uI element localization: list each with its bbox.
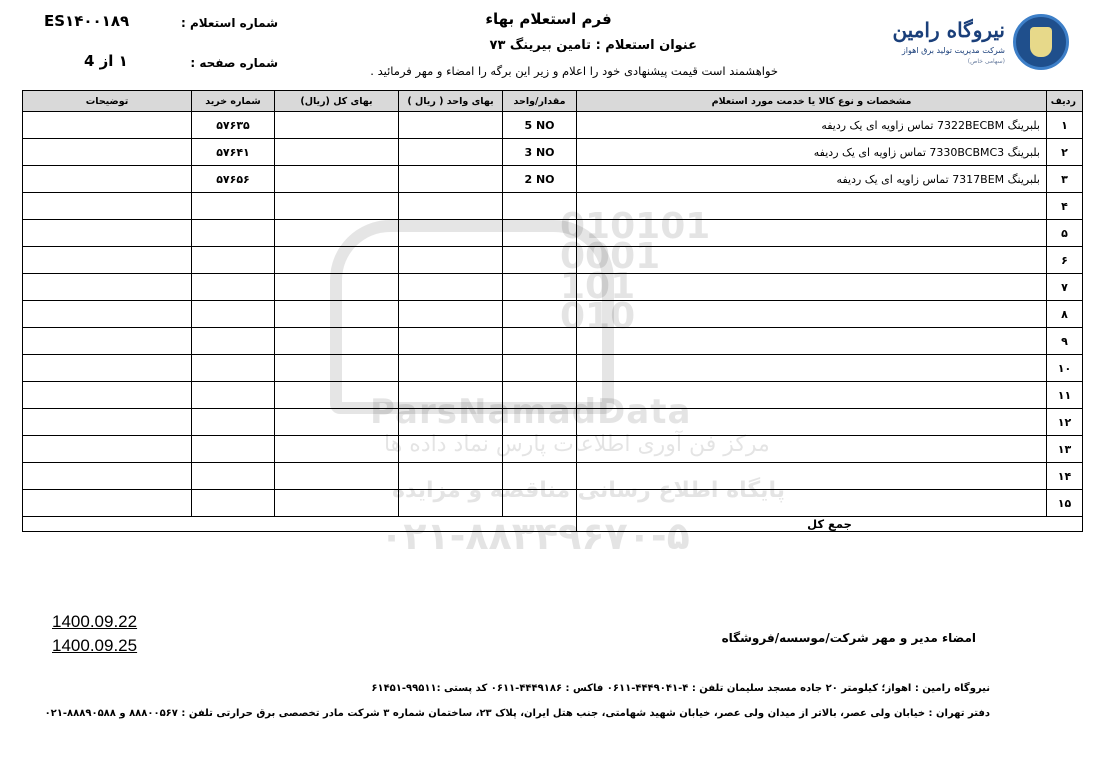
spec-cell [577,193,1047,220]
table-row [23,382,1083,409]
date-2: 1400.09.25 [52,636,138,655]
qty-cell [503,436,577,463]
row-number-cell: ۱۴ [1047,463,1083,490]
spec-cell [577,382,1047,409]
col-header-row: ردیف [1047,91,1083,112]
qty-cell [503,220,577,247]
qty-cell [503,463,577,490]
logo-subtitle-2: (سهامی خاص) [967,58,1005,65]
total-price-cell [275,220,399,247]
logo-subtitle: شرکت مدیریت تولید برق اهواز [901,46,1005,55]
col-header-po-number: شماره خرید [192,91,275,112]
total-price-cell [275,355,399,382]
date-1: 1400.09.22 [52,612,138,631]
notes-cell [23,247,192,274]
notes-cell [23,436,192,463]
notes-cell [23,409,192,436]
spec-cell [577,328,1047,355]
po-number-cell [192,328,275,355]
unit-price-cell [399,301,503,328]
po-number-cell [192,409,275,436]
total-price-cell [275,112,399,139]
watermark-digit-line: 010101 [560,206,711,247]
qty-cell [503,193,577,220]
notes-cell [23,220,192,247]
watermark-digit-line: 0001 [560,236,661,277]
row-number-cell: ۷ [1047,274,1083,301]
table-row [23,301,1083,328]
signature-label: امضاء مدیر و مهر شرکت/موسسه/فروشگاه [721,631,976,645]
footer-address-tehran: دفتر تهران : خیابان ولی عصر، بالاتر از میدان ولی عصر، خیابان شهید شهامتی، جنب هتل ایران، پلاک ۲۳، ساختمان شماره ۳ شرکت مادر تخصصی برق حرارتی تلفن : ۸۸۸۰۰۵۶۷ و ۸۸۸۹۰۵۸۸-۰۲۱ [44,708,990,719]
notes-cell [23,274,192,301]
table-row [23,193,1083,220]
spec-cell [577,436,1047,463]
qty-cell [503,355,577,382]
row-number-cell: ۴ [1047,193,1083,220]
total-price-cell [275,409,399,436]
total-price-cell [275,274,399,301]
request-text: خواهشمند است قیمت پیشنهادی خود را اعلام و زیر این برگه را امضاء و مهر فرمائید . [370,64,778,78]
logo-name: نیروگاه رامین [892,18,1005,42]
row-number-cell: ۱۱ [1047,382,1083,409]
total-price-cell [275,490,399,517]
form-title: فرم استعلام بهاء [485,10,612,28]
unit-price-cell [399,166,503,193]
unit-price-cell [399,409,503,436]
total-price-cell [275,463,399,490]
row-number-cell: ۳ [1047,166,1083,193]
row-number-cell: ۲ [1047,139,1083,166]
total-price-cell [275,328,399,355]
notes-cell [23,301,192,328]
row-number-cell: ۵ [1047,220,1083,247]
unit-price-cell [399,112,503,139]
table-row [23,220,1083,247]
watermark-brand: ParsNamadData [370,392,692,432]
row-number-cell: ۱۳ [1047,436,1083,463]
unit-price-cell [399,490,503,517]
spec-cell [577,490,1047,517]
unit-price-cell [399,139,503,166]
row-number-cell: ۱۲ [1047,409,1083,436]
watermark-digit-line: 101 [560,266,636,307]
table-row [23,355,1083,382]
inquiry-subject: عنوان استعلام : تامین بیرینگ ۷۳ [489,38,697,53]
table-row [23,436,1083,463]
spec-cell [577,463,1047,490]
total-price-cell [275,301,399,328]
po-number-cell [192,463,275,490]
unit-price-cell [399,220,503,247]
row-number-cell: ۸ [1047,301,1083,328]
page-number-label: شماره صفحه : [190,56,278,70]
unit-price-cell [399,355,503,382]
po-number-cell: ۵۷۶۳۵ [192,112,275,139]
unit-price-cell [399,274,503,301]
notes-cell [23,328,192,355]
qty-cell [503,328,577,355]
col-header-total-price: بهای کل (ریال) [275,91,399,112]
po-number-cell [192,247,275,274]
unit-price-cell [399,193,503,220]
total-value-cell [23,517,577,532]
watermark-digit-line: 010 [560,296,636,337]
po-number-cell [192,355,275,382]
row-number-cell: ۱۰ [1047,355,1083,382]
po-number-cell: ۵۷۶۴۱ [192,139,275,166]
spec-cell: بلبرینگ 7317BEM تماس زاویه ای یک ردیفه [577,166,1047,193]
notes-cell [23,490,192,517]
total-label: جمع کل [577,517,1083,532]
unit-price-cell [399,436,503,463]
spec-cell: بلبرینگ 7322BECBM تماس زاویه ای یک ردیفه [577,112,1047,139]
po-number-cell [192,436,275,463]
table-header-row [23,91,1083,112]
unit-price-cell [399,247,503,274]
qty-cell [503,274,577,301]
table-row [23,112,1083,139]
po-number-cell [192,301,275,328]
spec-cell [577,274,1047,301]
col-header-unit-price: بهای واحد ( ریال ) [399,91,503,112]
po-number-cell [192,274,275,301]
table-row [23,166,1083,193]
qty-cell [503,301,577,328]
notes-cell [23,193,192,220]
po-number-cell [192,382,275,409]
total-price-cell [275,139,399,166]
table-row [23,274,1083,301]
col-header-notes: توضیحات [23,91,192,112]
po-number-cell [192,220,275,247]
qty-cell [503,247,577,274]
spec-cell [577,220,1047,247]
qty-cell [503,490,577,517]
col-header-qty: مقدار/واحد [503,91,577,112]
total-price-cell [275,193,399,220]
watermark-line1: مرکز فن آوری اطلاعات پارس نماد داده ها [384,432,770,457]
watermark-line2: پایگاه اطلاع رسانی مناقصه و مزایده [392,478,785,503]
spec-cell [577,409,1047,436]
total-price-cell [275,382,399,409]
table-row [23,409,1083,436]
spec-cell [577,355,1047,382]
table-row [23,139,1083,166]
row-number-cell: ۱ [1047,112,1083,139]
row-number-cell: ۱۵ [1047,490,1083,517]
items-table [22,90,1083,532]
qty-cell [503,382,577,409]
spec-cell: بلبرینگ 7330BCBMC3 تماس زاویه ای یک ردیفه [577,139,1047,166]
unit-price-cell [399,328,503,355]
po-number-cell [192,490,275,517]
row-number-cell: ۶ [1047,247,1083,274]
unit-price-cell [399,382,503,409]
total-price-cell [275,436,399,463]
notes-cell [23,112,192,139]
table-row [23,490,1083,517]
table-row [23,247,1083,274]
total-price-cell [275,247,399,274]
qty-cell: 2 NO [503,166,577,193]
watermark-phone: ۰۲۱-۸۸۳۴۹۶۷۰-۵ [380,514,690,558]
total-row [23,517,1083,532]
spec-cell [577,301,1047,328]
notes-cell [23,463,192,490]
total-price-cell [275,166,399,193]
po-number-cell [192,193,275,220]
notes-cell [23,166,192,193]
table-row [23,328,1083,355]
table-row [23,463,1083,490]
notes-cell [23,355,192,382]
qty-cell [503,409,577,436]
row-number-cell: ۹ [1047,328,1083,355]
footer-address-plant: نیروگاه رامین : اهواز؛ کیلومتر ۲۰ جاده مسجد سلیمان تلفن : ۴-۴۴۴۹۰۴۱-۰۶۱۱ فاکس : ۴۴۴۹۱۸۶-۰۶۱۱ کد پستی :۹۹۵۱۱-۶۱۴۵۱ [371,683,990,694]
inquiry-number-label: شماره استعلام : [181,16,278,30]
po-number-cell: ۵۷۶۵۶ [192,166,275,193]
qty-cell: 5 NO [503,112,577,139]
notes-cell [23,139,192,166]
page-number-value: ۱ از 4 [84,52,128,70]
unit-price-cell [399,463,503,490]
qty-cell: 3 NO [503,139,577,166]
notes-cell [23,382,192,409]
spec-cell [577,247,1047,274]
inquiry-number-value: ES۱۴۰۰۱۸۹ [44,12,130,30]
col-header-spec: مشخصات و نوع کالا یا خدمت مورد استعلام [577,91,1047,112]
